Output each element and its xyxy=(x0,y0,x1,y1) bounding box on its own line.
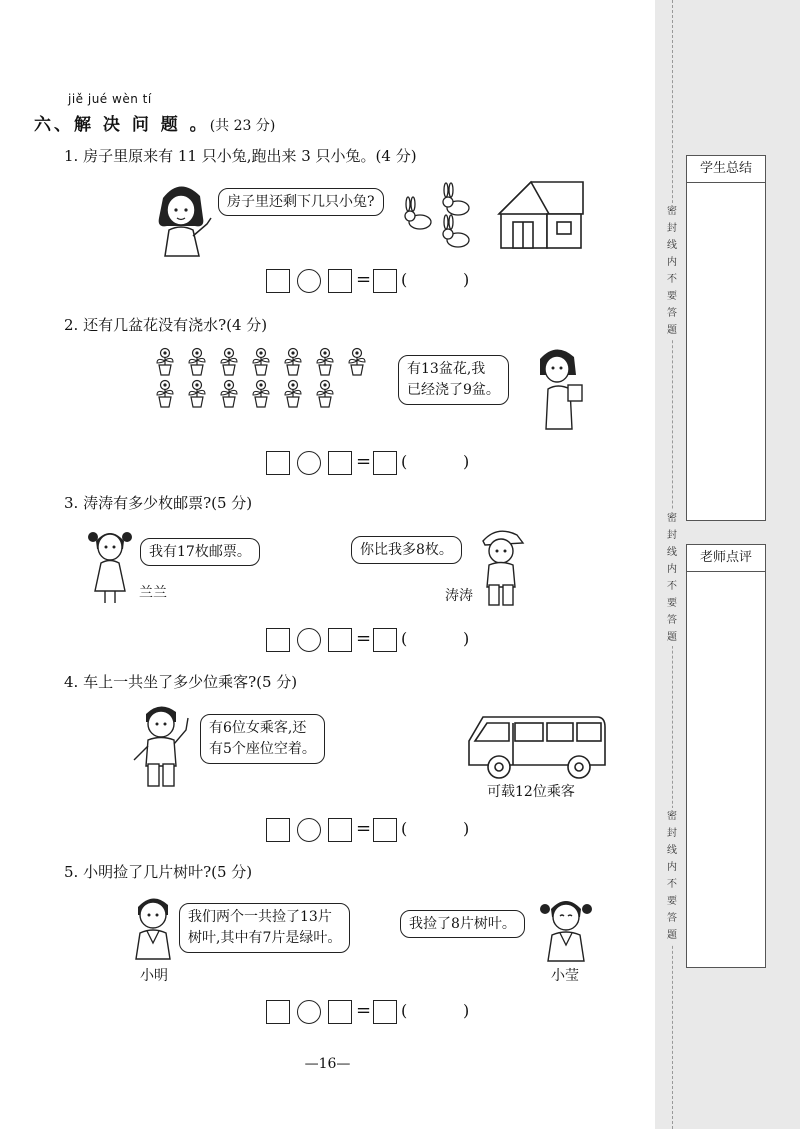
speech-bubble-q1: 房子里还剩下几只小兔? xyxy=(218,188,384,216)
answer-box[interactable] xyxy=(328,818,352,842)
lanlan-illustration xyxy=(85,525,135,605)
house-illustration xyxy=(497,178,587,250)
girl-holding-can-illustration xyxy=(528,345,588,433)
answer-box[interactable] xyxy=(266,628,290,652)
speech-bubble-lanlan: 我有17枚邮票。 xyxy=(140,538,260,566)
bubble-line: 有5个座位空着。 xyxy=(209,741,316,757)
xiaoying-illustration xyxy=(538,893,594,963)
xiaoming-illustration xyxy=(128,893,178,961)
answer-box[interactable] xyxy=(266,451,290,475)
question-1-text: 1. 房子里原来有 11 只小兔,跑出来 3 只小兔。(4 分) xyxy=(64,147,417,165)
rabbits-illustration xyxy=(402,180,480,252)
section-pinyin: jiě jué wèn tí xyxy=(68,92,152,106)
van-caption: 可载12位乘客 xyxy=(487,784,575,800)
speech-bubble-q2 xyxy=(398,355,509,405)
student-summary-title: 学生总结 xyxy=(687,156,765,183)
question-2-text: 2. 还有几盆花没有浇水?(4 分) xyxy=(64,316,268,334)
name-taotao: 涛涛 xyxy=(445,588,473,604)
answer-box[interactable] xyxy=(373,1000,397,1024)
bubble-line: 树叶,其中有7片是绿叶。 xyxy=(188,930,342,946)
answer-box[interactable] xyxy=(328,269,352,293)
question-4-text: 4. 车上一共坐了多少位乘客?(5 分) xyxy=(64,673,298,691)
section-title xyxy=(34,110,275,135)
bubble-line: 有6位女乘客,还 xyxy=(209,720,307,736)
speech-bubble-q4 xyxy=(200,714,325,764)
speech-bubble-xiaoming xyxy=(179,903,350,953)
paren-open: ( xyxy=(401,1001,408,1020)
paren-close: ) xyxy=(463,1001,470,1020)
operator-circle[interactable] xyxy=(297,451,321,475)
bubble-line: 我们两个一共捡了13片 xyxy=(188,909,332,925)
speech-bubble-xiaoying: 我捡了8片树叶。 xyxy=(400,910,525,938)
paren-close: ) xyxy=(463,819,470,838)
bubble-line: 已经浇了9盆。 xyxy=(407,382,500,398)
section-title-text: 六、解 决 问 题 。 xyxy=(34,115,210,135)
answer-box[interactable] xyxy=(266,269,290,293)
equals-sign: = xyxy=(356,628,372,649)
student-summary-box[interactable] xyxy=(686,155,766,521)
speech-bubble-taotao: 你比我多8枚。 xyxy=(351,536,462,564)
answer-box[interactable] xyxy=(373,628,397,652)
seal-text-1: 密 封 线 内 不 要 答 题 xyxy=(664,203,680,339)
taotao-illustration xyxy=(477,527,527,607)
question-5-text: 5. 小明捡了几片树叶?(5 分) xyxy=(64,863,253,881)
paren-open: ( xyxy=(401,629,408,648)
operator-circle[interactable] xyxy=(297,269,321,293)
answer-box[interactable] xyxy=(328,451,352,475)
girl-illustration xyxy=(145,178,215,258)
operator-circle[interactable] xyxy=(297,628,321,652)
question-3-text: 3. 涛涛有多少枚邮票?(5 分) xyxy=(64,494,253,512)
flower-pots-illustration xyxy=(150,347,375,417)
equals-sign: = xyxy=(356,269,372,290)
section-score: (共 23 分) xyxy=(209,118,276,134)
paren-close: ) xyxy=(463,270,470,289)
answer-box[interactable] xyxy=(328,628,352,652)
paren-open: ( xyxy=(401,270,408,289)
teacher-review-title: 老师点评 xyxy=(687,545,765,572)
name-xiaoming: 小明 xyxy=(140,968,168,984)
operator-circle[interactable] xyxy=(297,1000,321,1024)
paren-close: ) xyxy=(463,629,470,648)
seal-text-2: 密 封 线 内 不 要 答 题 xyxy=(664,510,680,646)
van-illustration xyxy=(465,713,610,781)
bubble-line: 有13盆花,我 xyxy=(407,361,486,377)
page-number: —16— xyxy=(304,1056,351,1072)
name-xiaoying: 小莹 xyxy=(551,968,579,984)
teacher-review-box[interactable] xyxy=(686,544,766,968)
operator-circle[interactable] xyxy=(297,818,321,842)
answer-box[interactable] xyxy=(373,269,397,293)
equals-sign: = xyxy=(356,1000,372,1021)
paren-open: ( xyxy=(401,452,408,471)
boy-pointing-illustration xyxy=(128,700,200,792)
answer-box[interactable] xyxy=(266,818,290,842)
name-lanlan: 兰兰 xyxy=(139,585,167,601)
answer-box[interactable] xyxy=(266,1000,290,1024)
paren-close: ) xyxy=(463,452,470,471)
answer-box[interactable] xyxy=(373,451,397,475)
seal-text-3: 密 封 线 内 不 要 答 题 xyxy=(664,808,680,944)
equals-sign: = xyxy=(356,818,372,839)
paren-open: ( xyxy=(401,819,408,838)
answer-box[interactable] xyxy=(328,1000,352,1024)
answer-box[interactable] xyxy=(373,818,397,842)
equals-sign: = xyxy=(356,451,372,472)
